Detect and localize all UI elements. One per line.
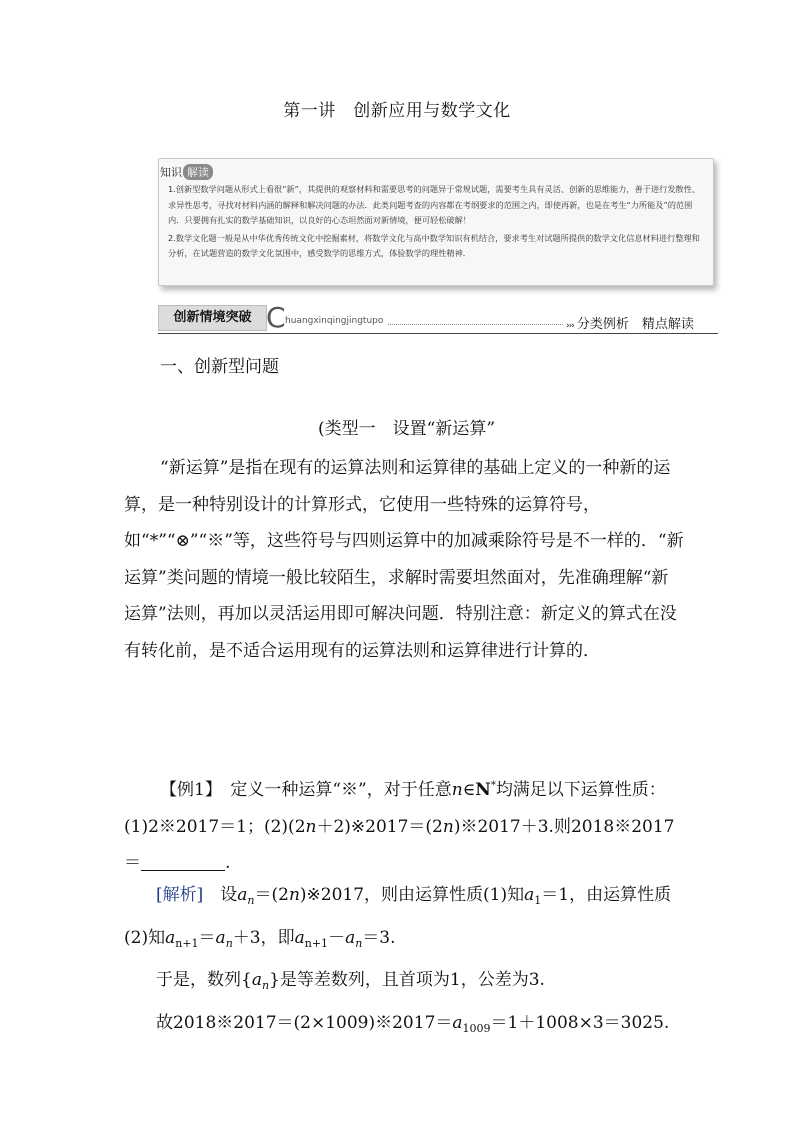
solution-text: 故2018※2017＝(2×1009)※2017＝: [156, 1012, 453, 1033]
example-text: )※2017＋3.则2018※2017＝: [124, 816, 675, 873]
solution: [124, 877, 684, 1047]
math-var: a: [345, 927, 356, 948]
knowledge-tag-a: 知识: [160, 166, 182, 179]
math-var: a: [251, 970, 262, 990]
example-text: ＋2)※2017＝(2: [316, 816, 443, 837]
solution-text: ＝: [198, 927, 216, 948]
math-set: N: [475, 780, 491, 800]
math-sup: *: [490, 780, 496, 791]
solution-text: )※2017，则由运算性质(1)知: [299, 885, 525, 905]
solution-text: ＋3，即: [232, 927, 295, 948]
banner-pinyin: huangxinqingjingtupo: [285, 316, 384, 326]
math-var: a: [452, 1012, 463, 1033]
knowledge-box: [158, 158, 714, 286]
math-sub: n: [225, 936, 233, 950]
example-text: .: [225, 853, 231, 873]
chevron-right-icon: ›››: [566, 321, 574, 331]
banner-underline: [158, 333, 718, 334]
math-sub: n: [247, 894, 255, 907]
solution-text: ＝3.: [362, 927, 396, 948]
solution-tag: [解析]: [156, 885, 204, 905]
math-var: a: [237, 885, 248, 905]
example-text: 定义一种运算“※”，对于任意: [213, 780, 452, 800]
math-sub: n: [261, 979, 270, 992]
solution-text: －: [328, 927, 346, 948]
math-sub: 1009: [462, 1021, 491, 1035]
banner-right-text: 分类例析 精点解读: [576, 317, 694, 332]
knowledge-box-text: [168, 182, 706, 264]
math-sub: n: [355, 936, 363, 950]
math-sub: n+1: [175, 936, 199, 950]
example-1: [124, 768, 684, 882]
math-var: n: [442, 816, 454, 837]
banner-label: 创新情境突破: [158, 305, 267, 331]
example-text: 均满足以下运算性质：(1)2※2017＝1；(2)(2: [124, 780, 666, 837]
example-label: 【例1】: [160, 780, 214, 800]
solution-text: ＝(2: [254, 885, 289, 905]
math-sub: n+1: [304, 936, 329, 950]
page-title: 第一讲 创新应用与数学文化: [283, 101, 511, 121]
solution-line-1: [124, 877, 684, 962]
math-var: n: [288, 885, 300, 905]
math-var: a: [165, 927, 176, 948]
solution-text: ＝1＋1008×3＝3025.: [490, 1012, 670, 1033]
solution-text: 设: [203, 885, 238, 905]
knowledge-tag-b: 解读: [183, 164, 213, 180]
knowledge-box-tag: [160, 164, 213, 180]
knowledge-point-2: 2.数学文化题一般是从中华优秀传统文化中挖掘素材，将数学文化与高中数学知识有机结合，要求考生对试题所提供的数学文化信息材料进行整理和分析，在试题营造的数学文化氛围中，感受数学的思维方式，体验数学的理性精神．: [168, 232, 700, 258]
math-var: a: [524, 885, 535, 905]
math-sub: 1: [534, 894, 542, 907]
math-var: n: [451, 780, 463, 800]
solution-text: }是等差数列，且首项为1，公差为3.: [269, 970, 545, 990]
example-text: ∈: [462, 780, 476, 800]
solution-line-2: [124, 962, 684, 1005]
section-banner: [158, 301, 718, 337]
solution-text: 于是，数列{: [156, 970, 252, 990]
math-var: a: [294, 927, 305, 948]
knowledge-point-1: 1.创新型数学问题从形式上看很“新”，其提供的观察材料和需要思考的问题异于常规试题，需要考生具有灵活、创新的思维能力，善于进行发散性、求异性思考，寻找对材料内涵的解释和解决问题的办法．此类问题考查的内容都在考纲要求的范围之内，即使再新，也是在考生“力所能及”的范围内．只要拥有扎实的数学基础知识，以良好的心态坦然面对新情境，便可轻松破解！: [168, 184, 701, 225]
banner-right: [566, 313, 694, 332]
banner-dotted-line: [388, 324, 563, 325]
math-var: a: [215, 927, 226, 948]
intro-paragraph: “新运算”是指在现有的运算法则和运算律的基础上定义的一种新的运算，是一种特别设计的计算形式，它使用一些特殊的运算符号，如“*”“⊗”“※”等，这些符号与四则运算中的加减乘除符号是不一样的．“新运算”类问题的情境一般比较陌生，求解时需要坦然面对，先准确理解“新运算”法则，再加以灵活运用即可解决问题．特别注意：新定义的算式在没有转化前，是不适合运用现有的运算法则和运算律进行计算的．: [124, 458, 684, 661]
answer-blank: [141, 852, 225, 871]
banner-big-letter: C: [266, 301, 286, 334]
math-var: n: [305, 816, 317, 837]
solution-line-3: [124, 1005, 684, 1048]
section-heading: 一、创新型问题: [160, 357, 279, 377]
solution-text: ＝1，由运算性质(2)知: [124, 885, 672, 948]
type-heading: (类型一 设置“新运算”: [318, 419, 496, 439]
